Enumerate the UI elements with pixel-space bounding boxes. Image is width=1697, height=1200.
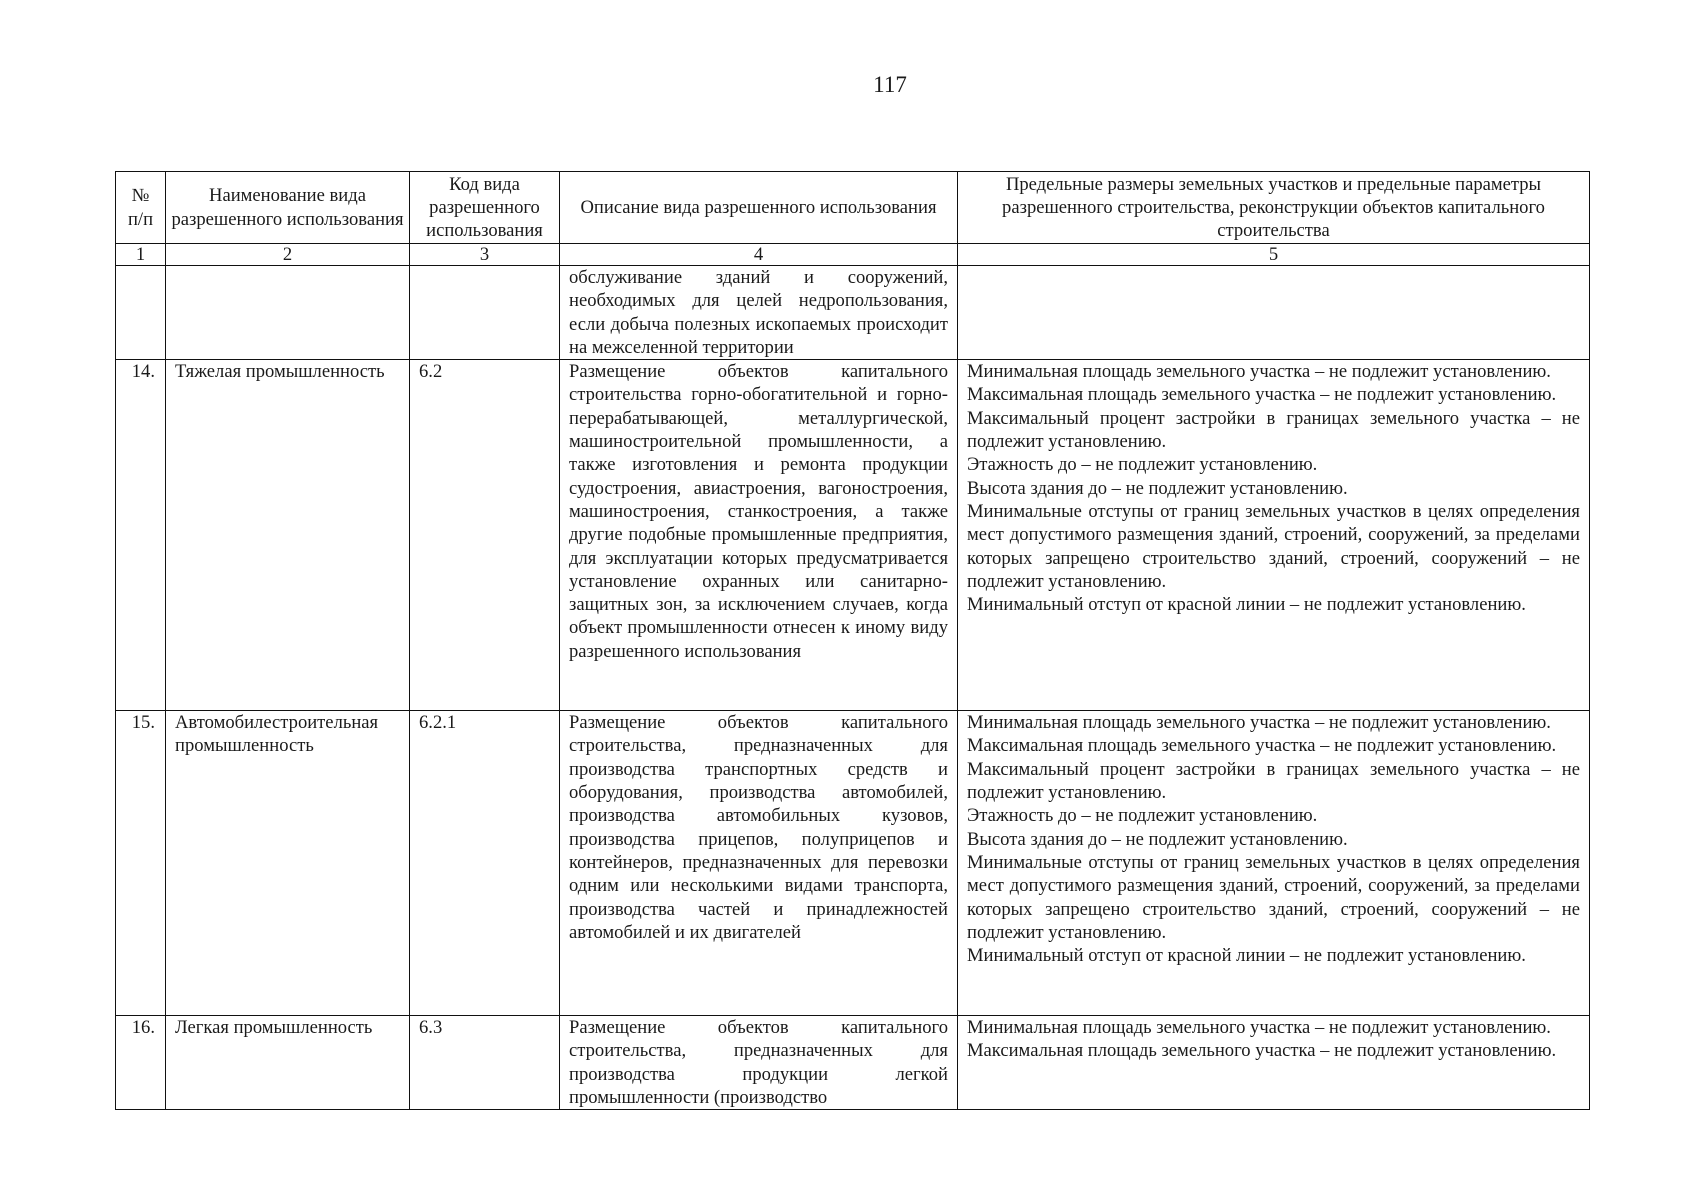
column-number: 1 bbox=[116, 244, 166, 266]
row-name: Легкая промышленность bbox=[166, 1016, 410, 1110]
param-max-coverage: Максимальный процент застройки в границах земельного участка – не подлежит установлению. bbox=[967, 758, 1580, 804]
row-code: 6.2.1 bbox=[410, 711, 560, 1016]
table-row bbox=[116, 266, 1590, 360]
row-number: 16. bbox=[116, 1016, 166, 1110]
param-red-line-setback: Минимальный отступ от красной линии – не подлежит установлению. bbox=[967, 945, 1526, 967]
row-code: 6.3 bbox=[410, 1016, 560, 1110]
header-col-description: Описание вида разрешенного использования bbox=[560, 172, 958, 244]
row-code bbox=[410, 266, 560, 360]
header-col-code: Код вида разрешенного использования bbox=[410, 172, 560, 244]
param-floors: Этажность до – не подлежит установлению. bbox=[967, 454, 1318, 476]
table-body bbox=[116, 266, 1590, 1110]
row-number bbox=[116, 266, 166, 360]
row-params bbox=[958, 266, 1590, 360]
header-col-number: № п/п bbox=[116, 172, 166, 244]
row-name: Автомобилестроительная промышленность bbox=[166, 711, 410, 1016]
row-code: 6.2 bbox=[410, 360, 560, 711]
row-params bbox=[958, 360, 1590, 711]
table-row bbox=[116, 360, 1590, 711]
param-min-area: Минимальная площадь земельного участка – не подлежит установлению. bbox=[967, 712, 1551, 734]
column-number: 4 bbox=[560, 244, 958, 266]
column-number: 3 bbox=[410, 244, 560, 266]
param-max-coverage: Максимальный процент застройки в границах земельного участка – не подлежит установлению. bbox=[967, 407, 1580, 453]
row-description: Размещение объектов капитального строительства горно-обогатительной и горно-перерабатывающей, металлургической, машиностроительной промышленности, а также изготовления и ремонта продукции судостроения, авиастроения, вагоностроения, машиностроения, станкостроения, а также другие подобные промышленные предприятия, для эксплуатации которых предусматривается установление охранных или санитарно-защитных зон, за исключением случаев, когда объект промышленности отнесен к иному виду разрешенного использования bbox=[560, 360, 958, 711]
row-name: Тяжелая промышленность bbox=[166, 360, 410, 711]
row-description: Размещение объектов капитального строительства, предназначенных для производства транспортных средств и оборудования, производства автомобилей, производства автомобильных кузовов, производства прицепов, полуприцепов и контейнеров, предназначенных для перевозки одним или несколькими видами транспорта, производства частей и принадлежностей автомобилей и их двигателей bbox=[560, 711, 958, 1016]
param-min-area: Минимальная площадь земельного участка – не подлежит установлению. bbox=[967, 1017, 1551, 1039]
column-number: 2 bbox=[166, 244, 410, 266]
header-col-params: Предельные размеры земельных участков и предельные параметры разрешенного строительства, реконструкции объектов капитального строительства bbox=[958, 172, 1590, 244]
row-description: обслуживание зданий и сооружений, необходимых для целей недропользования, если добыча полезных ископаемых происходит на межселенной территории bbox=[560, 266, 958, 360]
row-number: 14. bbox=[116, 360, 166, 711]
param-height: Высота здания до – не подлежит установлению. bbox=[967, 477, 1348, 499]
param-min-setbacks: Минимальные отступы от границ земельных участков в целях определения мест допустимого размещения зданий, строений, сооружений, за пределами которых запрещено строительство зданий, строений, сооружений – не подлежит установлению. bbox=[967, 500, 1580, 592]
param-min-area: Минимальная площадь земельного участка – не подлежит установлению. bbox=[967, 361, 1551, 383]
table-row bbox=[116, 1016, 1590, 1110]
row-number: 15. bbox=[116, 711, 166, 1016]
row-description: Размещение объектов капитального строительства, предназначенных для производства продукции легкой промышленности (производство bbox=[560, 1016, 958, 1110]
param-min-setbacks: Минимальные отступы от границ земельных участков в целях определения мест допустимого размещения зданий, строений, сооружений, за пределами которых запрещено строительство зданий, строений, сооружений – не подлежит установлению. bbox=[967, 851, 1580, 943]
row-name bbox=[166, 266, 410, 360]
page-number: 117 bbox=[873, 72, 907, 97]
table-row bbox=[116, 711, 1590, 1016]
param-max-area: Максимальная площадь земельного участка – не подлежит установлению. bbox=[967, 384, 1557, 406]
permitted-use-table bbox=[115, 171, 1590, 1110]
param-height: Высота здания до – не подлежит установлению. bbox=[967, 828, 1348, 850]
table-header bbox=[116, 172, 1590, 266]
param-red-line-setback: Минимальный отступ от красной линии – не подлежит установлению. bbox=[967, 594, 1526, 616]
param-max-area: Максимальная площадь земельного участка – не подлежит установлению. bbox=[967, 735, 1557, 757]
param-max-area: Максимальная площадь земельного участка – не подлежит установлению. bbox=[967, 1040, 1557, 1062]
row-params bbox=[958, 1016, 1590, 1110]
header-row bbox=[116, 172, 1590, 244]
column-number-row bbox=[116, 244, 1590, 266]
param-floors: Этажность до – не подлежит установлению. bbox=[967, 805, 1318, 827]
column-number: 5 bbox=[958, 244, 1590, 266]
row-params bbox=[958, 711, 1590, 1016]
header-col-name: Наименование вида разрешенного использования bbox=[166, 172, 410, 244]
